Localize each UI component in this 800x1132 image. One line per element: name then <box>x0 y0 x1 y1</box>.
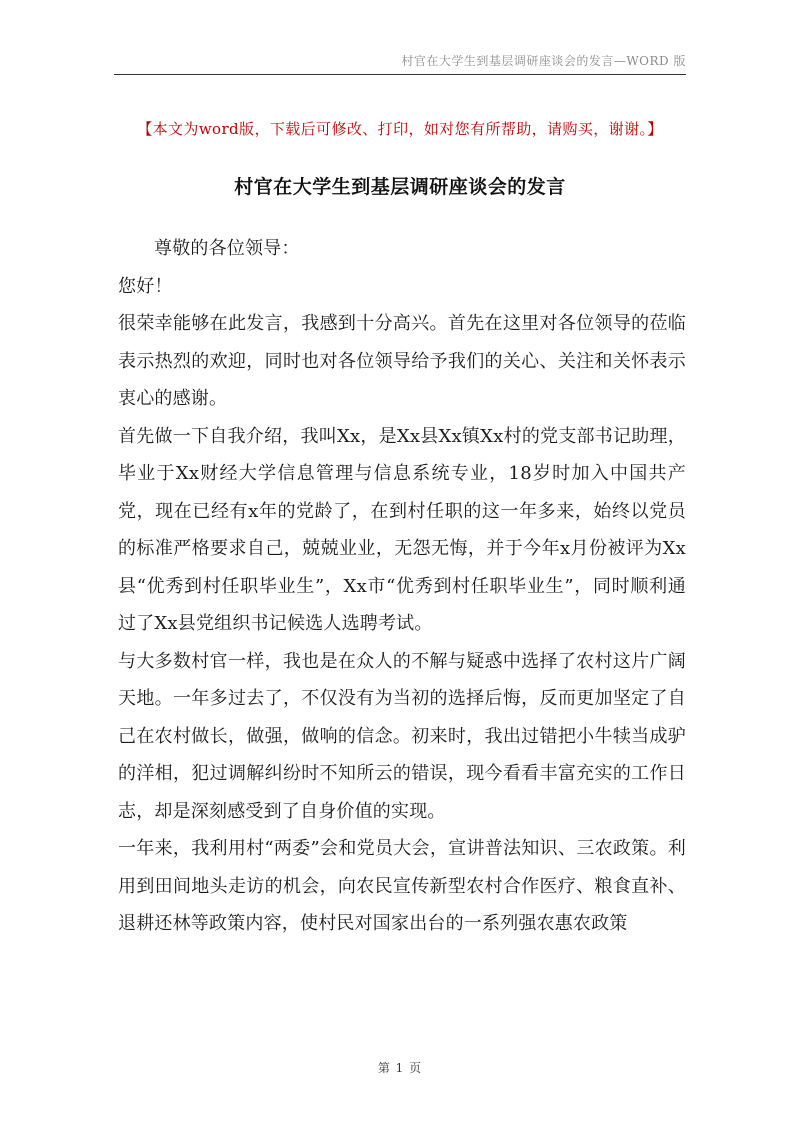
page-number: 第 1 页 <box>377 1061 423 1075</box>
header-divider <box>114 74 686 75</box>
greeting-line: 您好！ <box>118 275 173 297</box>
document-body <box>118 230 686 943</box>
document-title: 村官在大学生到基层调研座谈会的发言 <box>234 176 566 198</box>
salutation: 尊敬的各位领导： <box>154 238 300 259</box>
paragraph: 很荣幸能够在此发言，我感到十分高兴。首先在这里对各位领导的莅临表示热烈的欢迎，同时也对各位领导给予我们的关心、关注和关怀表示衷心的感谢。 <box>118 313 686 409</box>
running-header: 村官在大学生到基层调研座谈会的发言—WORD 版 <box>401 54 686 68</box>
paragraph: 一年来，我利用村“两委”会和党员大会，宣讲普法知识、三农政策。利用到田间地头走访的机会，向农民宣传新型农村合作医疗、粮食直补、退耕还林等政策内容，使村民对国家出台的一系列强农惠农政策 <box>118 838 686 934</box>
paragraph: 与大多数村官一样，我也是在众人的不解与疑惑中选择了农村这片广阔天地。一年多过去了，不仅没有为当初的选择后悔，反而更加坚定了自己在农村做长，做强，做响的信念。初来时，我出过错把小牛犊当成驴的洋相，犯过调解纠纷时不知所云的错误，现今看看丰富充实的工作日志，却是深刻感受到了自身价值的实现。 <box>118 650 686 822</box>
download-notice: 【本文为word版，下载后可修改、打印，如对您有所帮助，请购买，谢谢。】 <box>137 120 663 138</box>
paragraph: 首先做一下自我介绍，我叫Xx，是Xx县Xx镇Xx村的党支部书记助理，毕业于Xx财经大学信息管理与信息系统专业，18岁时加入中国共产党，现在已经有x年的党龄了，在到村任职的这一年多来，始终以党员的标准严格要求自己，兢兢业业，无怨无悔，并于今年x月份被评为Xx县“优秀到村任职毕业生”，Xx市“优秀到村任职毕业生”，同时顺利通过了Xx县党组织书记候选人选聘考试。 <box>118 425 686 634</box>
